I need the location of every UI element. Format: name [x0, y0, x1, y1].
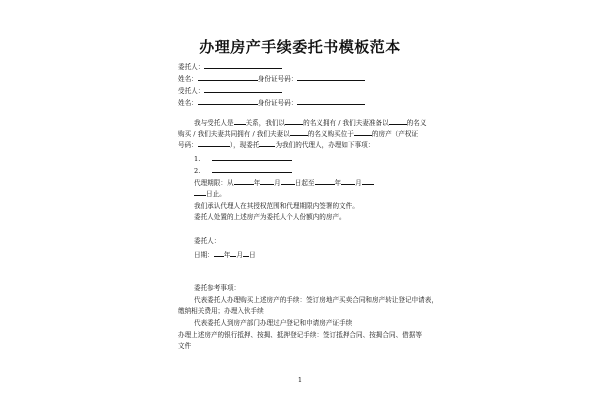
date-label: 日期： [194, 251, 214, 259]
id-blank [297, 74, 365, 81]
agent-line [178, 86, 282, 95]
text: 我与受托人是 [194, 119, 234, 127]
recognize-line [194, 202, 359, 210]
text: 年 [253, 179, 261, 187]
note-1b [178, 307, 264, 315]
blank [234, 178, 254, 185]
blank [354, 129, 372, 136]
blank [259, 140, 275, 147]
principal-blank [204, 62, 282, 69]
text: 文件 [178, 342, 192, 350]
blank [214, 250, 224, 257]
blank [260, 178, 274, 185]
text: 委托人处置的上述房产为委托人个人份额内的房产。 [194, 213, 346, 221]
text: 我们承认代理人在其授权范围和代理期限内签署的文件。 [194, 202, 359, 210]
text: 的名义 [406, 119, 427, 127]
text: 的名义拥有 / 我们夫妻准备以 [303, 119, 389, 127]
blank [389, 118, 407, 125]
text: 月 [274, 179, 281, 187]
paragraph-line-2 [178, 129, 418, 138]
signature-label: 委托人： [194, 237, 221, 245]
agent-blank [204, 86, 282, 93]
text: 购买 / 我们夫妻共同拥有 / 我们夫妻以 [178, 130, 290, 138]
blank [281, 178, 295, 185]
blank [341, 178, 355, 185]
agent-name-blank [198, 98, 258, 105]
id-label: 身份证号码： [257, 99, 298, 107]
blank [290, 129, 308, 136]
text: 日起至 [294, 179, 315, 187]
item-1 [194, 154, 292, 163]
item-blank [212, 166, 292, 173]
text: 缴纳相关费用；办理入伙手续 [178, 307, 264, 315]
signature-line [194, 237, 220, 245]
text: 号码： [178, 141, 198, 149]
paragraph-line-3 [178, 140, 374, 149]
text: 办理上述房产的银行抵押、按揭、抵押登记手续：签订抵押合同、按揭合同、借据等 [178, 331, 422, 339]
principal-label: 委托人： [178, 63, 205, 71]
item-number: 2. [194, 167, 201, 175]
note-2 [194, 319, 352, 327]
blank [285, 118, 303, 125]
name-blank [198, 74, 258, 81]
text: 的房产（产权证 [371, 130, 419, 138]
agent-name-line [178, 98, 365, 107]
page-title: 办理房产手续委托书模板范本 [199, 38, 401, 56]
disposal-line [194, 213, 346, 221]
principal-line [178, 62, 282, 71]
text: 日 [248, 251, 256, 259]
text: 年 [223, 251, 231, 259]
blank [234, 118, 246, 125]
principal-name-line [178, 74, 365, 83]
page-number: 1 [297, 376, 303, 384]
text: 的名义购买位于 [307, 130, 354, 138]
note-1a [194, 296, 438, 304]
text: 代理期限：从 [194, 179, 234, 187]
text: 月 [355, 179, 362, 187]
note-3b [178, 342, 191, 350]
note-3a [178, 331, 422, 339]
text: 年 [334, 179, 342, 187]
text: ），现委托 [229, 141, 260, 149]
name-label: 姓名： [178, 99, 198, 107]
agent-label: 受托人： [178, 87, 205, 95]
paragraph-line-1 [194, 118, 426, 127]
blank [198, 140, 230, 147]
text: 月 [236, 251, 243, 259]
blank [315, 178, 335, 185]
text: 代表委托人到房产部门办理过户登记和申请房产证手续 [194, 319, 353, 327]
text: 为我们的代理人，办理如下事项： [275, 141, 375, 149]
blank [194, 189, 206, 196]
item-number: 1. [194, 155, 201, 163]
period-end-line [194, 189, 226, 198]
name-label: 姓名： [178, 75, 198, 83]
text: 关系，我们以 [245, 119, 286, 127]
period-line [194, 178, 374, 187]
text: 代表委托人办理购买上述房产的手续：签订房地产买卖合同和房产转让登记申请表， [194, 296, 438, 304]
agent-id-blank [297, 98, 365, 105]
text: 委托参考事项： [194, 284, 241, 292]
notes-heading [194, 284, 240, 292]
text: 日止。 [206, 190, 226, 198]
blank [362, 178, 374, 185]
date-line [194, 250, 256, 259]
id-label: 身份证号码： [257, 75, 298, 83]
item-2 [194, 166, 292, 175]
item-blank [212, 154, 292, 161]
